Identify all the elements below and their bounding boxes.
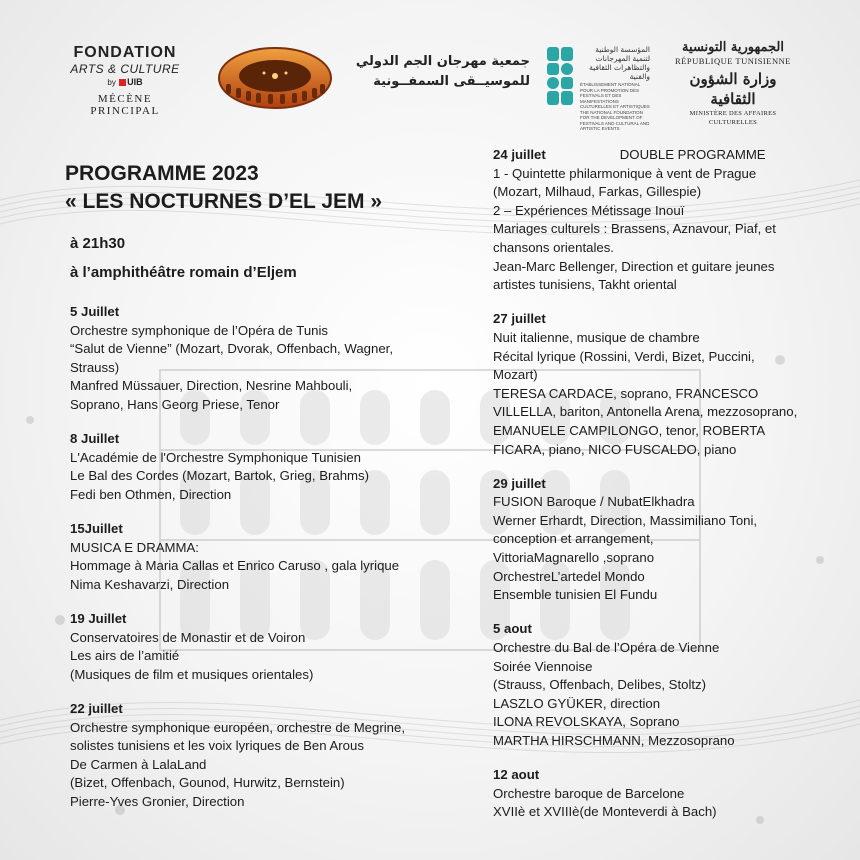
event-detail-line: Werner Erhardt, Direction, Massimiliano Toni, bbox=[493, 512, 758, 528]
fn-english: THE NATIONAL FOUNDATION FOR THE DEVELOPMENT OF FESTIVALS AND CULTURAL AND ARTISTIC EVENTS bbox=[580, 109, 650, 131]
event-detail-line: MUSICA E DRAMMA: bbox=[70, 539, 199, 555]
event-detail-line: conception et arrangement, bbox=[493, 531, 654, 547]
event-detail-line: Jean-Marc Bellenger, Direction et guitare jeunes bbox=[493, 258, 775, 274]
event-detail-line: Orchestre du Bal de l’Opéra de Vienne bbox=[493, 640, 720, 656]
event-detail-line: Mozart) bbox=[493, 367, 538, 383]
event-detail-line: 1 - Quintette philarmonique à vent de Prague bbox=[493, 165, 757, 181]
event-date-text: 19 Juillet bbox=[70, 611, 127, 627]
fn-arabic: المؤسسة الوطنية لتنمية المهرجانات والتظاهرات الثقافية والفنية bbox=[589, 45, 650, 81]
event-detail-line: Les airs de l’amitié bbox=[70, 648, 180, 664]
event-detail-line: Conservatoires de Monastir et de Voiron bbox=[70, 629, 306, 645]
programme-title-line2: « LES NOCTURNES D’EL JEM » bbox=[65, 190, 383, 213]
event-detail-line: Nuit italienne, musique de chambre bbox=[493, 329, 700, 345]
event-detail-line: MARTHA HIRSCHMANN, Mezzosoprano bbox=[493, 733, 735, 748]
event-date bbox=[70, 520, 442, 539]
uib-label: UIB bbox=[127, 77, 143, 87]
event-entry bbox=[493, 310, 823, 459]
fondation-subtitle: ARTS & CULTURE bbox=[70, 62, 180, 76]
event-date-text: 8 Juillet bbox=[70, 431, 120, 447]
event-date bbox=[70, 430, 442, 449]
programme-title bbox=[65, 160, 382, 216]
event-detail-line: Orchestre baroque de Barcelone bbox=[493, 785, 685, 801]
association-line1: جمعية مهرجان الجم الدولي bbox=[355, 54, 530, 69]
fondation-arts-culture-logo bbox=[70, 44, 180, 117]
event-detail-line: FUSION Baroque / NubatElkhadra bbox=[493, 494, 695, 510]
event-detail-line: Orchestre symphonique de l’Opéra de Tunis bbox=[70, 322, 329, 338]
event-date bbox=[493, 146, 823, 165]
republique-ministere-logo bbox=[668, 40, 798, 127]
event-detail-line: Manfred Müssauer, Direction, Nesrine Mahbouli, bbox=[70, 378, 353, 394]
event-detail-line: LASZLO GYÜKER, direction bbox=[493, 695, 661, 711]
event-date-text: 15Juillet bbox=[70, 521, 123, 537]
event-date-text: 27 juillet bbox=[493, 311, 546, 327]
event-detail-line: 2 – Expériences Métissage Inouï bbox=[493, 202, 685, 218]
event-detail-line: “Salut de Vienne” (Mozart, Dvorak, Offenbach, Wagner, bbox=[70, 341, 394, 357]
fondation-by-uib bbox=[70, 77, 180, 88]
event-date-text: 24 juillet bbox=[493, 147, 546, 162]
event-detail-line: EMANUELE CAMPILONGO, tenor, ROBERTA bbox=[493, 422, 766, 438]
event-detail-line: (Musiques de film et musiques orientales) bbox=[70, 666, 314, 682]
event-detail-line: L'Académie de l'Orchestre Symphonique Tunisien bbox=[70, 449, 361, 465]
event-date-text: 12 aout bbox=[493, 767, 540, 783]
event-entry bbox=[70, 610, 442, 684]
mecene-label: MÉCÈNE PRINCIPAL bbox=[90, 93, 160, 117]
event-entry bbox=[493, 766, 823, 822]
fondation-title: FONDATION bbox=[73, 44, 177, 61]
event-detail-line: FICARA, piano, NICO FUSCALDO, piano bbox=[493, 441, 737, 457]
event-detail-line: OrchestreL’artedel Mondo bbox=[493, 568, 645, 584]
ministere-arabic: وزارة الشؤون الثقافية bbox=[689, 70, 777, 108]
event-entry bbox=[493, 146, 823, 295]
event-detail-line: Fedi ben Othmen, Direction bbox=[70, 486, 232, 502]
event-detail-line: TERESA CARDACE, soprano, FRANCESCO bbox=[493, 385, 759, 401]
event-detail-line: Hommage à Maria Callas et Enrico Caruso , gala lyrique bbox=[70, 558, 400, 574]
association-festival-name bbox=[352, 52, 530, 92]
colosseum-festival-logo bbox=[216, 40, 334, 112]
left-events-column bbox=[70, 303, 442, 827]
event-entry bbox=[70, 700, 442, 812]
event-detail-line: VittoriaMagnarello ,soprano bbox=[493, 550, 655, 566]
by-label: by bbox=[107, 78, 116, 87]
event-entry bbox=[70, 303, 442, 415]
event-detail-line: Orchestre symphonique européen, orchestre de Megrine, bbox=[70, 719, 405, 735]
event-detail-line: ILONA REVOLSKAYA, Soprano bbox=[493, 714, 680, 730]
event-date bbox=[493, 475, 823, 494]
right-events-column bbox=[493, 146, 823, 838]
event-detail-line: Soprano, Hans Georg Priese, Tenor bbox=[70, 396, 280, 412]
event-detail-line: Pierre-Yves Gronier, Direction bbox=[70, 794, 245, 810]
event-extra-label: DOUBLE PROGRAMME bbox=[619, 147, 766, 162]
republique-french: RÉPUBLIQUE TUNISIENNE bbox=[675, 56, 791, 66]
fondation-nationale-text bbox=[580, 45, 650, 132]
event-entry bbox=[70, 430, 442, 504]
uib-square-icon bbox=[119, 79, 126, 86]
event-detail-line: (Strauss, Offenbach, Delibes, Stoltz) bbox=[493, 677, 707, 693]
event-detail-line: Strauss) bbox=[70, 359, 120, 375]
event-date-text: 5 Juillet bbox=[70, 304, 120, 319]
event-detail-line: solistes tunisiens et les voix lyriques de Ben Arous bbox=[70, 738, 364, 754]
association-line2: للموسيــقى السمفــونية bbox=[373, 74, 530, 89]
event-detail-line: Nima Keshavarzi, Direction bbox=[70, 576, 230, 592]
event-date bbox=[70, 700, 442, 719]
programme-title-line1: PROGRAMME 2023 bbox=[65, 162, 259, 185]
event-date bbox=[70, 610, 442, 629]
event-date-text: 5 aout bbox=[493, 621, 532, 637]
event-detail-line: artistes tunisiens, Takht oriental bbox=[493, 277, 677, 293]
event-date-text: 29 juillet bbox=[493, 475, 546, 491]
republique-arabic: الجمهورية التونسية bbox=[682, 40, 784, 55]
event-detail-line: Ensemble tunisien El Fundu bbox=[493, 587, 658, 603]
event-date-text: 22 juillet bbox=[70, 701, 123, 717]
event-detail-line: Soirée Viennoise bbox=[493, 658, 593, 674]
event-detail-line: XVIIè et XVIIIè(de Monteverdi à Bach) bbox=[493, 804, 717, 820]
event-detail-line: (Mozart, Milhaud, Farkas, Gillespie) bbox=[493, 184, 702, 200]
event-detail-line: VILLELLA, bariton, Antonella Arena, mezzosoprano, bbox=[493, 404, 798, 420]
event-detail-line: (Bizet, Offenbach, Gounod, Hurwitz, Bernstein) bbox=[70, 775, 345, 791]
event-entry bbox=[493, 620, 823, 750]
event-date bbox=[70, 303, 442, 322]
event-detail-line: chansons orientales. bbox=[493, 239, 614, 255]
event-detail-line: Mariages culturels : Brassens, Aznavour, Piaf, et bbox=[493, 221, 776, 237]
event-date bbox=[493, 766, 823, 785]
programme-place: à l’amphithéâtre romain d’Eljem bbox=[70, 264, 297, 281]
event-entry bbox=[70, 520, 442, 594]
event-date bbox=[493, 620, 823, 639]
event-date bbox=[493, 310, 823, 329]
event-detail-line: Récital lyrique (Rossini, Verdi, Bizet, Puccini, bbox=[493, 348, 755, 364]
ministere-french: MINISTÈRE DES AFFAIRES CULTURELLES bbox=[689, 110, 777, 126]
fn-french: ÉTABLISSEMENT NATIONAL POUR LA PROMOTION DES FESTIVALS ET DES MANIFESTATIONS CULTURELLES ET ARTISTIQUES bbox=[580, 82, 650, 109]
fondation-nationale-logo-icon bbox=[545, 45, 575, 107]
event-detail-line: De Carmen à LalaLand bbox=[70, 756, 207, 772]
event-detail-line: Le Bal des Cordes (Mozart, Bartok, Grieg, Brahms) bbox=[70, 468, 370, 484]
event-entry bbox=[493, 475, 823, 605]
programme-time: à 21h30 bbox=[70, 235, 126, 252]
